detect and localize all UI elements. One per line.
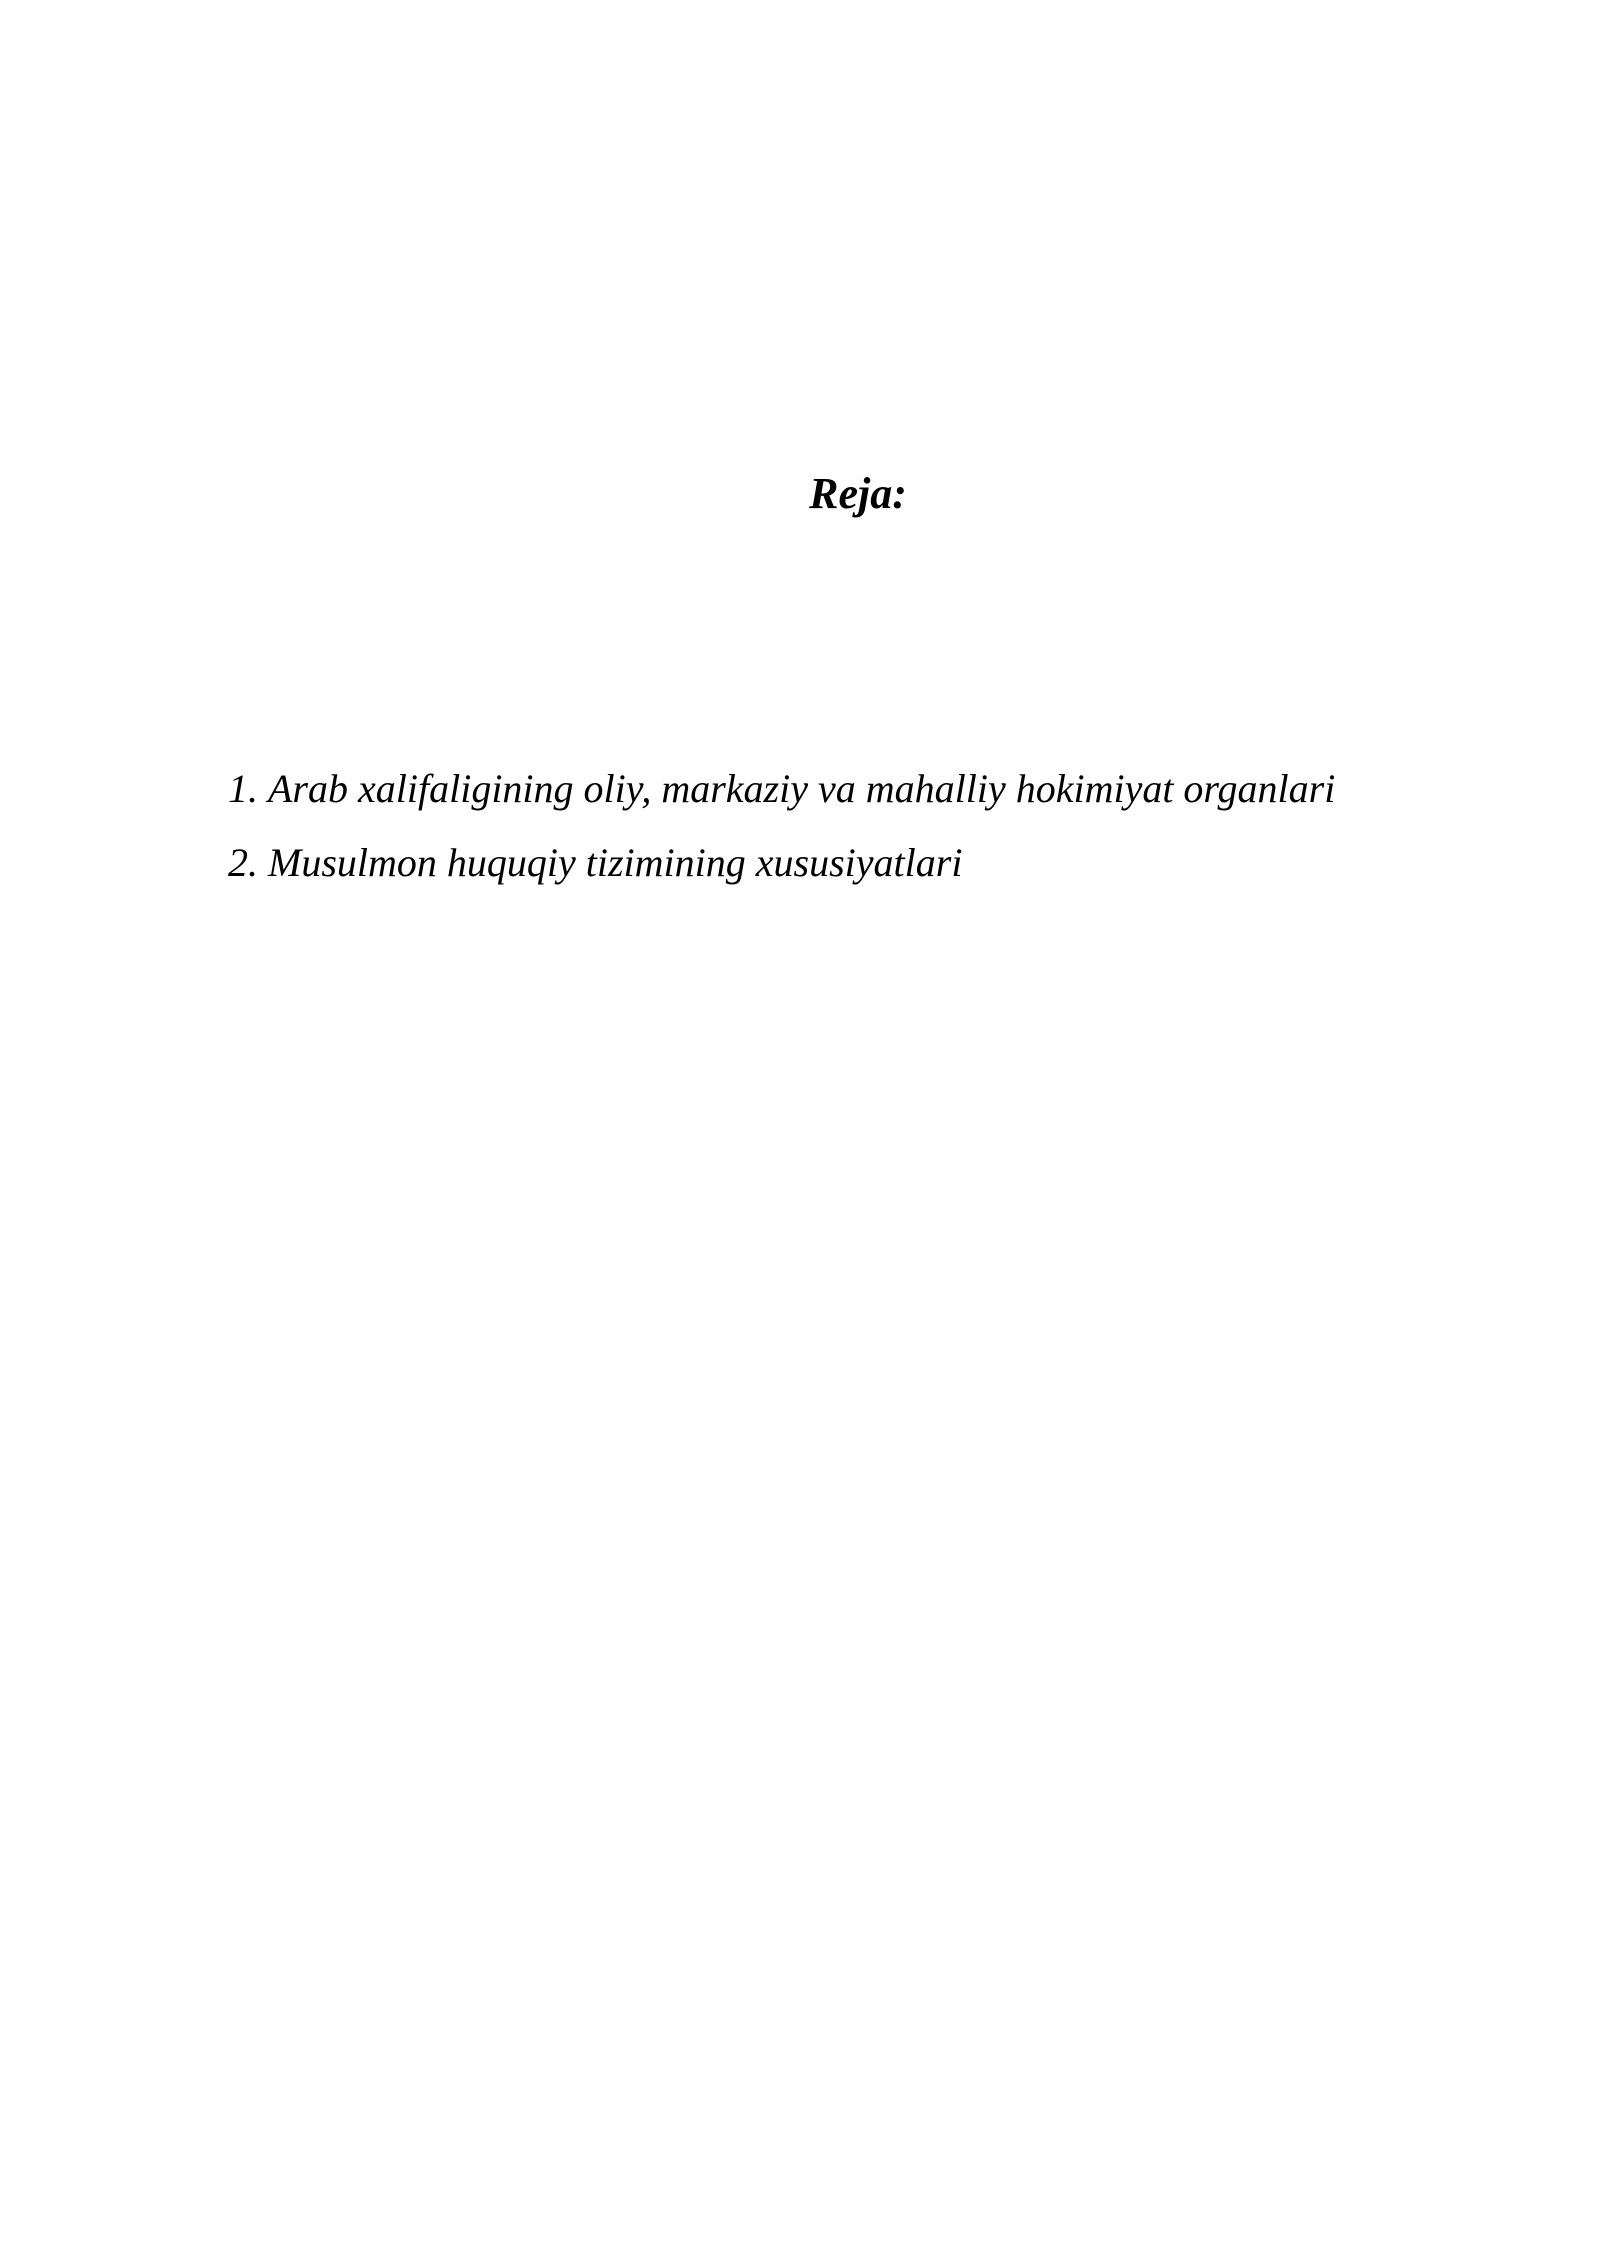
page-title: Reja: (809, 469, 907, 518)
plan-item-text: Arab xalifaligining oliy, markaziy va mahalliy hokimiyat organlari (268, 766, 1336, 811)
plan-item-number: 2. (228, 840, 258, 885)
plan-list (228, 752, 1335, 900)
plan-item-2 (228, 826, 1335, 900)
plan-item-number: 1. (228, 766, 258, 811)
plan-item-text: Musulmon huquqiy tizimining xususiyatlari (268, 840, 963, 885)
plan-item-1 (228, 752, 1335, 826)
